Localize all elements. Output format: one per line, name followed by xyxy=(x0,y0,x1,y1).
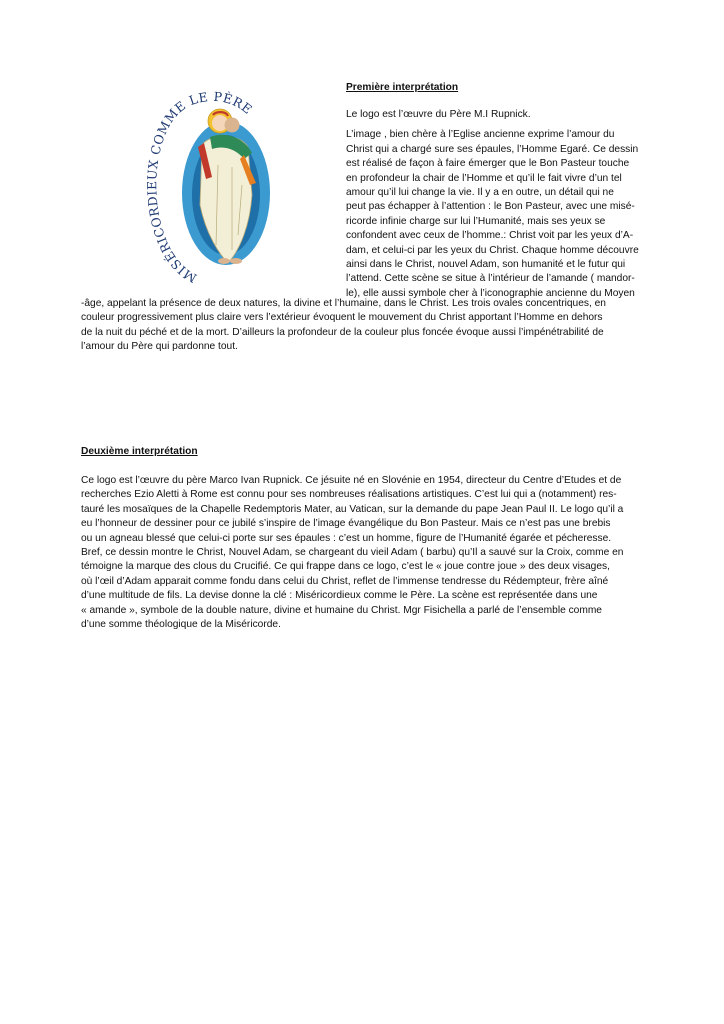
text-line: témoigne la marque des clous du Crucifié. Ce qui frappe dans ce logo, c’est le « joue contre joue » des deux visages, xyxy=(81,561,610,573)
text-line: eu l’honneur de dessiner pour ce jubilé s’inspire de l’image évangélique du Bon Pasteur. Mais ce n’est pas une brebis xyxy=(81,518,611,530)
text-line: l’amour du Père qui pardonne tout. xyxy=(81,341,238,353)
text-line: le), elle aussi symbole cher à l’iconographie ancienne du Moyen xyxy=(346,287,635,299)
foot xyxy=(230,258,242,264)
section-title-first-interpretation: Première interprétation xyxy=(346,82,459,93)
text-line: ou un agneau blessé que celui-ci porte sur ses épaules : c’est un homme, figure de l’Humanité égarée et pécheresse. xyxy=(81,532,612,544)
text-line: ainsi dans le Christ, nouvel Adam, son humanité et le futur qui xyxy=(346,259,626,271)
logo-graphic xyxy=(140,85,275,285)
text-line: « amande », symbole de la double nature, divine et humaine du Christ. Mgr Fisichella a parlé de l’ensemble comme xyxy=(81,604,602,616)
text-line: de la nuit du péché et de la mort. D’ailleurs la profondeur de la couleur plus foncée évoque aussi l’impénétrabilité de xyxy=(81,326,604,338)
foot xyxy=(218,258,230,264)
text-line: dam, et celui-ci par les yeux du Christ. Chaque homme découvre xyxy=(346,244,639,256)
adam-head xyxy=(225,118,240,133)
text-line: où l’œil d’Adam apparait comme fondu dans celui du Christ, reflet de l’immense tendresse du Rédempteur, frère aîné xyxy=(81,575,609,587)
text-line: l’attend. Cette scène se situe à l’intérieur de l’amande ( mandor- xyxy=(346,273,635,285)
text-line: Christ qui a chargé sure ses épaules, l’Homme Egaré. Ce dessin xyxy=(346,143,639,155)
jubilee-mercy-logo xyxy=(140,85,275,285)
text-line: d’une multitude de fils. La devise donne la clé : Miséricordieux comme le Père. La scène est représentée dans une xyxy=(81,590,598,602)
text-line: confondent avec ceux de l’homme.: Christ voit par les yeux d’A- xyxy=(346,230,634,242)
section2-paragraph xyxy=(81,474,661,632)
logo-motto-path: MISÉRICORDIEUX COMME LE PÈRE xyxy=(144,88,256,285)
text-line: ricorde infinie charge sur lui l’Humanité, mais ses yeux se xyxy=(346,215,606,227)
text-line: d’une somme théologique de la Miséricorde. xyxy=(81,619,281,631)
text-line: recherches Ezio Aletti à Rome est connu pour ses nombreuses réalisations artistiques. C’est lui qui a (notamment) res- xyxy=(81,489,617,501)
text-line: en profondeur la chair de l’Homme et qu’il le fait vivre d’un tel xyxy=(346,172,622,184)
text-line: amour qu’il lui change la vie. Il y a en outre, un détail qui ne xyxy=(346,187,614,199)
text-line: peut pas échapper à l’attention : le Bon Pasteur, avec une misé- xyxy=(346,201,635,213)
text-line: Ce logo est l’œuvre du père Marco Ivan Rupnick. Ce jésuite né en Slovénie en 1954, directeur du Centre d’Etudes et de xyxy=(81,475,622,486)
section-title-second-interpretation: Deuxième interprétation xyxy=(81,446,198,457)
text-line: Bref, ce dessin montre le Christ, Nouvel Adam, se chargeant du vieil Adam ( barbu) qu’Il a sauvé sur la Croix, comme en xyxy=(81,547,624,559)
text-line: est réalisé de façon à faire émerger que le Bon Pasteur touche xyxy=(346,158,630,170)
text-line: L’image , bien chère à l’Eglise ancienne exprime l’amour du xyxy=(346,129,615,141)
text-line: Le logo est l’œuvre du Père M.I Rupnick. xyxy=(346,109,531,120)
section1-paragraph-right xyxy=(346,108,666,301)
section1-paragraph-full xyxy=(81,297,661,355)
text-line: -âge, appelant la présence de deux natures, la divine et l’humaine, dans le Christ. Les trois ovales concentriques, en xyxy=(81,298,606,309)
text-line: couleur progressivement plus claire vers l’extérieur évoquent le mouvement du Christ apportant l’Homme en dehors xyxy=(81,312,603,324)
text-line: tauré les mosaïques de la Chapelle Redemptoris Mater, au Vatican, sur la demande du pape Jean Paul II. Le logo qu’il a xyxy=(81,503,624,515)
